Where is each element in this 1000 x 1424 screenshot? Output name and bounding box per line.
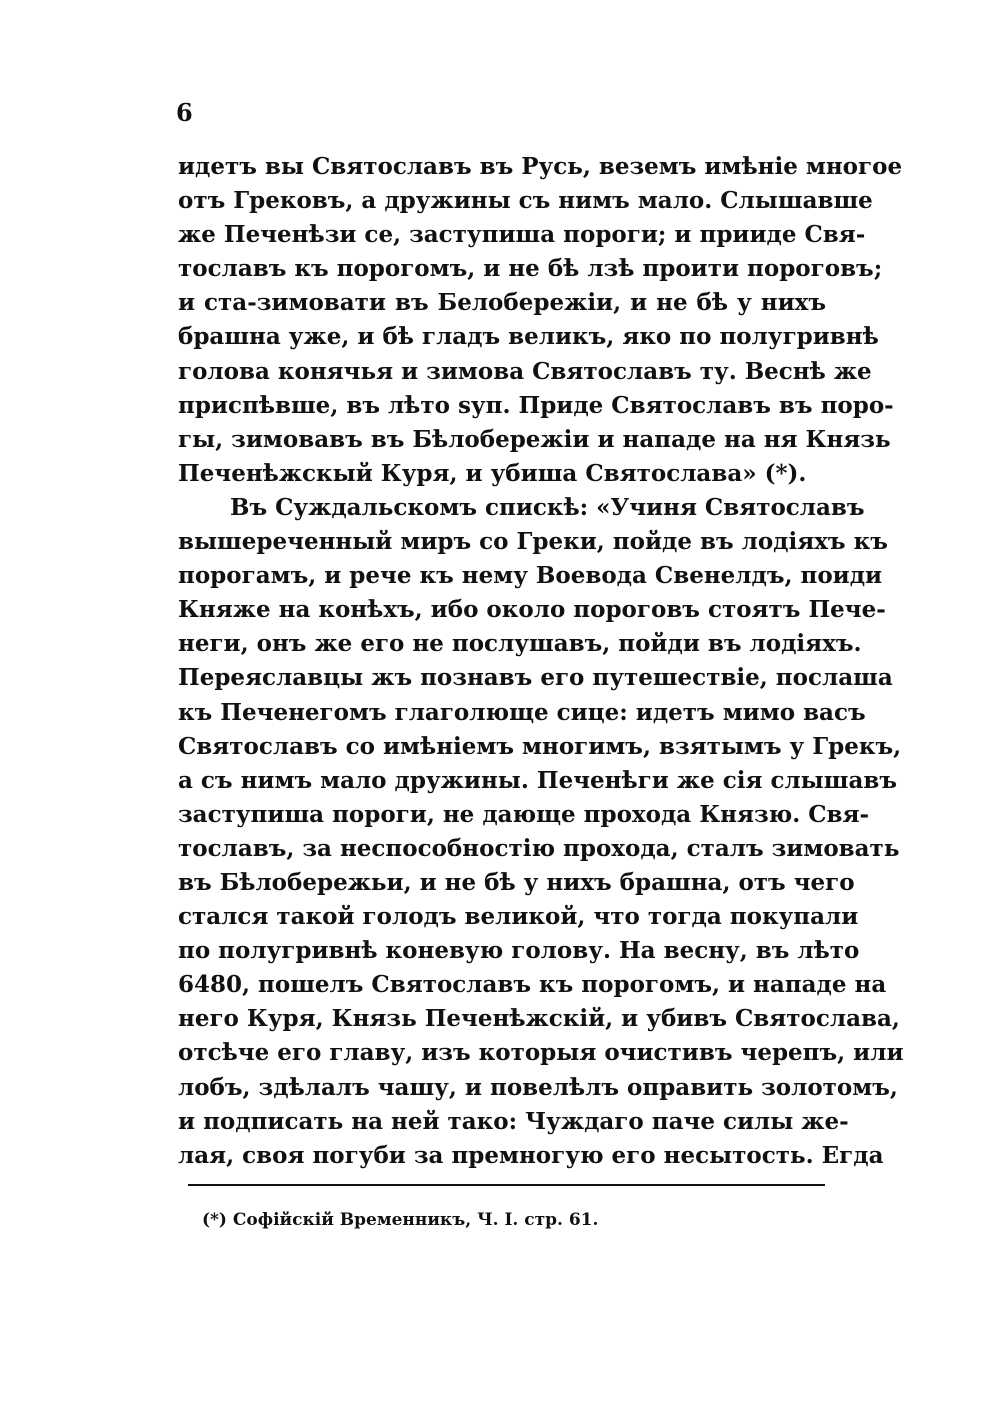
text-line: отъ Грековъ, а дружины съ нимъ мало. Слышавше bbox=[178, 187, 873, 215]
text-line: брашна уже, и бѣ гладъ великъ, яко по полугривнѣ bbox=[178, 323, 879, 351]
text-line: лая, своя погуби за премногую его несытость. Егда bbox=[178, 1141, 884, 1169]
text-line: лобъ, здѣлалъ чашу, и повелѣлъ оправить золотомъ, bbox=[178, 1073, 898, 1101]
text-line: тославъ, за неспособностію прохода, сталъ зимовать bbox=[178, 834, 900, 862]
text-line: него Куря, Князь Печенѣжскій, и убивъ Святослава, bbox=[178, 1005, 900, 1033]
text-line: отсѣче его главу, изъ которыя очистивъ черепъ, или bbox=[178, 1039, 904, 1067]
text-line: Святославъ со имѣніемъ многимъ, взятымъ у Грекъ, bbox=[178, 732, 902, 760]
text-line: Переяславцы жъ познавъ его путешествіе, послаша bbox=[178, 664, 893, 692]
text-line: неги, онъ же его не послушавъ, пойди въ лодіяхъ. bbox=[178, 630, 862, 658]
text-line: Въ Суждальскомъ спискѣ: «Учиня Святославъ bbox=[230, 493, 865, 521]
text-line: же Печенѣзи се, заступиша пороги; и прииде Свя- bbox=[178, 221, 866, 249]
text-line: голова конячья и зимова Святославъ ту. Веснѣ же bbox=[178, 357, 872, 385]
text-line: къ Печенегомъ глаголюще сице: идетъ мимо васъ bbox=[178, 698, 866, 726]
text-line: идетъ вы Святославъ въ Русь, веземъ имѣніе многое bbox=[178, 153, 903, 180]
text-line: гы, зимовавъ въ Бѣлобережіи и нападе на ня Князь bbox=[178, 425, 891, 453]
text-line: заступиша пороги, не дающе прохода Князю. Свя- bbox=[178, 800, 870, 828]
text-line: приспѣвше, въ лѣто sуп. Приде Святославъ въ поро- bbox=[178, 391, 894, 419]
text-line: въ Бѣлобережьи, и не бѣ у нихъ брашна, отъ чего bbox=[178, 868, 855, 896]
main-text bbox=[178, 150, 904, 1173]
text-line: Печенѣжскый Куря, и убиша Святослава» (*). bbox=[178, 459, 807, 487]
text-line: а съ нимъ мало дружины. Печенѣги же сія слышавъ bbox=[178, 766, 897, 794]
text-line: Княже на конѣхъ, ибо около пороговъ стоятъ Пече- bbox=[178, 596, 886, 624]
footnote-divider bbox=[188, 1184, 825, 1186]
text-line: порогамъ, и рече къ нему Воевода Свенелдъ, поиди bbox=[178, 562, 883, 590]
text-line: тославъ къ порогомъ, и не бѣ лзѣ проити пороговъ; bbox=[178, 255, 883, 283]
text-line: по полугривнѣ коневую голову. На весну, въ лѣто bbox=[178, 937, 860, 965]
page-number: 6 bbox=[176, 98, 193, 127]
text-line: 6480, пошелъ Святославъ къ порогомъ, и нападе на bbox=[178, 971, 887, 999]
text-line: стался такой голодъ великой, что тогда покупали bbox=[178, 903, 859, 931]
footnote: (*) Софійскій Временникъ, Ч. I. стр. 61. bbox=[202, 1210, 599, 1230]
text-line: и ста-зимовати въ Белобережіи, и не бѣ у нихъ bbox=[178, 289, 826, 317]
text-line: вышереченный миръ со Греки, пойде въ лодіяхъ къ bbox=[178, 528, 888, 556]
text-line: и подписать на ней тако: Чуждаго паче силы же- bbox=[178, 1107, 849, 1135]
